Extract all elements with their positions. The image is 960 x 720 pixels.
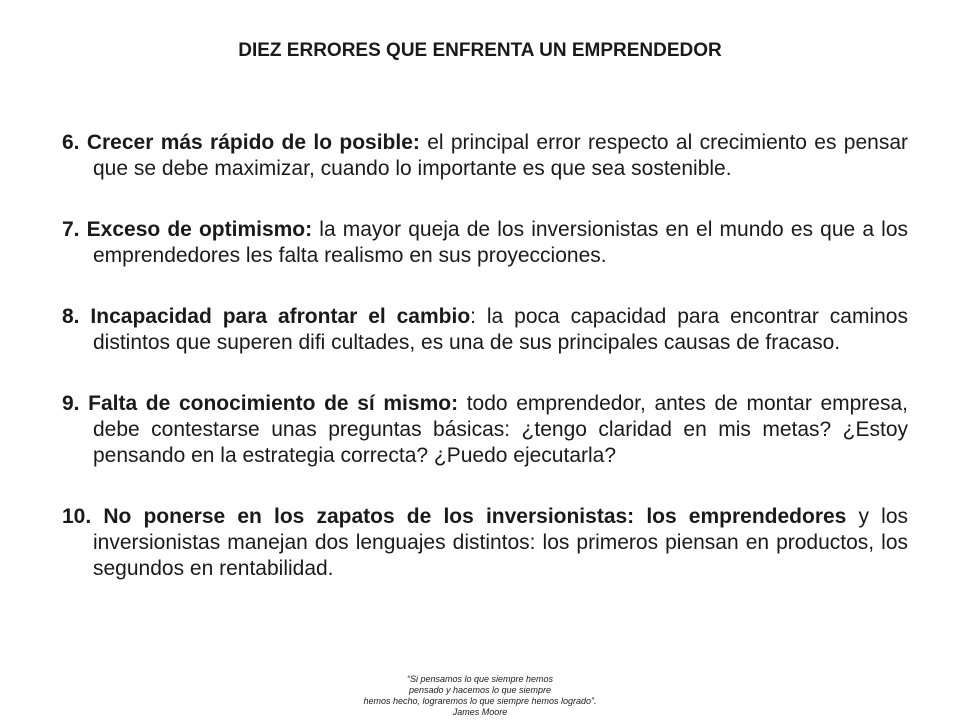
list-item <box>62 504 908 582</box>
quote-line: pensado y hacemos lo que siempre <box>408 685 552 695</box>
quote-line: “Si pensamos lo que siempre hemos <box>406 674 554 684</box>
item-lead: 7. Exceso de optimismo: <box>62 218 313 241</box>
item-text: todo emprendedor, antes de montar empresa, debe contestarse unas preguntas básicas: ¿tengo claridad en mis metas? ¿Estoy pensando en la estrategia correcta? ¿Puedo ejecutarla? <box>93 392 908 467</box>
item-lead: 8. Incapacidad para afrontar el cambio <box>62 305 471 328</box>
page-title: DIEZ ERRORES QUE ENFRENTA UN EMPRENDEDOR <box>238 40 722 61</box>
item-lead: 9. Falta de conocimiento de sí mismo: <box>62 392 459 415</box>
item-lead: 10. No ponerse en los zapatos de los inversionistas: los emprendedores <box>62 505 847 528</box>
list-item <box>62 391 908 469</box>
list-item <box>62 304 908 356</box>
quote-author: James Moore <box>452 707 508 717</box>
quote-line: hemos hecho, lograremos lo que siempre hemos logrado”. <box>363 696 597 706</box>
item-text: : la poca capacidad para encontrar caminos distintos que superen difi cultades, es una de sus principales causas de fracaso. <box>93 305 908 354</box>
list-item <box>62 130 908 182</box>
footer-quote <box>0 674 960 718</box>
item-text: el principal error respecto al crecimiento es pensar que se debe maximizar, cuando lo importante es que sea sostenible. <box>93 131 908 180</box>
item-text: y los inversionistas manejan dos lenguajes distintos: los primeros piensan en productos, los segundos en rentabilidad. <box>93 505 909 580</box>
item-text: la mayor queja de los inversionistas en el mundo es que a los emprendedores les falta realismo en sus proyecciones. <box>93 218 908 267</box>
errors-list <box>62 130 908 617</box>
list-item <box>62 217 908 269</box>
item-lead: 6. Crecer más rápido de lo posible: <box>62 131 420 154</box>
